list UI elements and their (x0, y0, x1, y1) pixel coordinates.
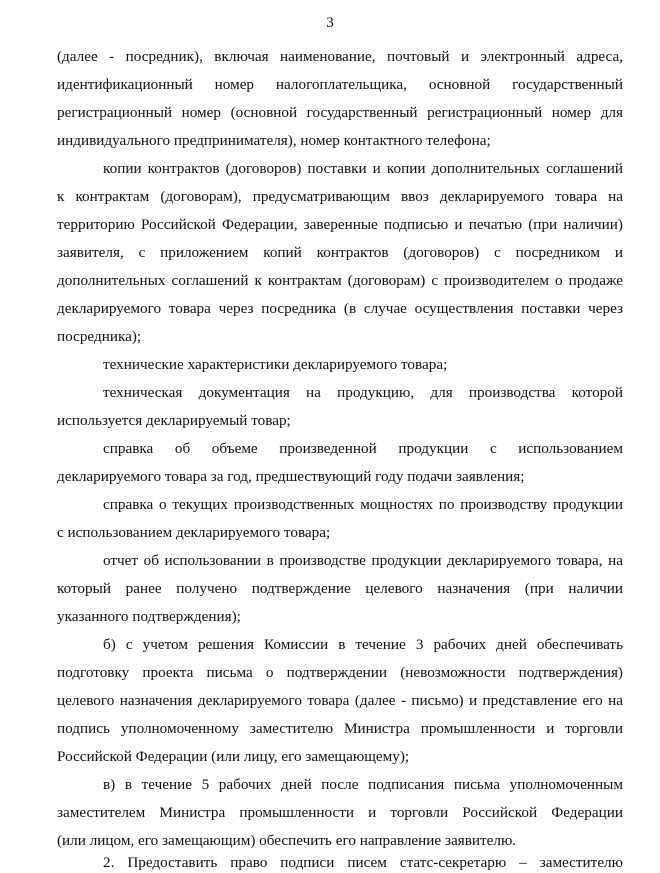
text-line: к контрактам (договорам), предусматривающим ввоз декларируемого товара на (57, 188, 623, 205)
text-line: справка о текущих производственных мощностях по производству продукции (103, 496, 623, 513)
text-line: отчет об использовании в производстве продукции декларируемого товара, на (103, 552, 623, 569)
text-line: с использованием декларируемого товара; (57, 524, 331, 541)
text-line: (далее - посредник), включая наименование, почтовый и электронный адреса, (57, 48, 623, 65)
text-line: индивидуального предпринимателя), номер контактного телефона; (57, 132, 491, 149)
text-line: подготовку проекта письма о подтверждении (невозможности подтверждения) (57, 664, 623, 681)
text-line: подпись уполномоченному заместителю Министра промышленности и торговли (57, 720, 623, 737)
text-line: заявителя, с приложением копий контрактов (договоров) с посредником и (57, 244, 623, 261)
text-line: регистрационный номер (основной государственный регистрационный номер для (57, 104, 623, 121)
text-line: Российской Федерации (или лицу, его замещающему); (57, 748, 410, 765)
text-line: 2. Предоставить право подписи писем статс-секретарю – заместителю (103, 854, 623, 871)
text-line: справка об объеме произведенной продукции с использованием (103, 440, 623, 457)
text-line: территорию Российской Федерации, заверенные подписью и печатью (при наличии) (57, 216, 623, 233)
text-line: декларируемого товара через посредника (в случае осуществления поставки через (57, 300, 623, 317)
text-line: технические характеристики декларируемого товара; (103, 356, 448, 373)
text-line: в) в течение 5 рабочих дней после подписания письма уполномоченным (103, 776, 623, 793)
text-line: используется декларируемый товар; (57, 412, 291, 429)
text-line: заместителем Министра промышленности и торговли Российской Федерации (57, 804, 623, 821)
text-line: техническая документация на продукцию, для производства которой (103, 384, 623, 401)
text-line: декларируемого товара за год, предшествующий году подачи заявления; (57, 468, 525, 485)
text-line: целевого назначения декларируемого товара (далее - письмо) и представление его на (57, 692, 623, 709)
text-line: (или лицом, его замещающим) обеспечить его направление заявителю. (57, 832, 517, 849)
text-line: указанного подтверждения); (57, 608, 241, 625)
text-line: копии контрактов (договоров) поставки и копии дополнительных соглашений (103, 160, 623, 177)
text-line: идентификационный номер налогоплательщика, основной государственный (57, 76, 623, 93)
text-line: дополнительных соглашений к контрактам (договорам) с производителем о продаже (57, 272, 623, 289)
text-line: б) с учетом решения Комиссии в течение 3 рабочих дней обеспечивать (103, 636, 623, 653)
text-line: посредника); (57, 328, 142, 345)
page-number: 3 (326, 15, 334, 31)
text-line: который ранее получено подтверждение целевого назначения (при наличии (57, 580, 623, 597)
